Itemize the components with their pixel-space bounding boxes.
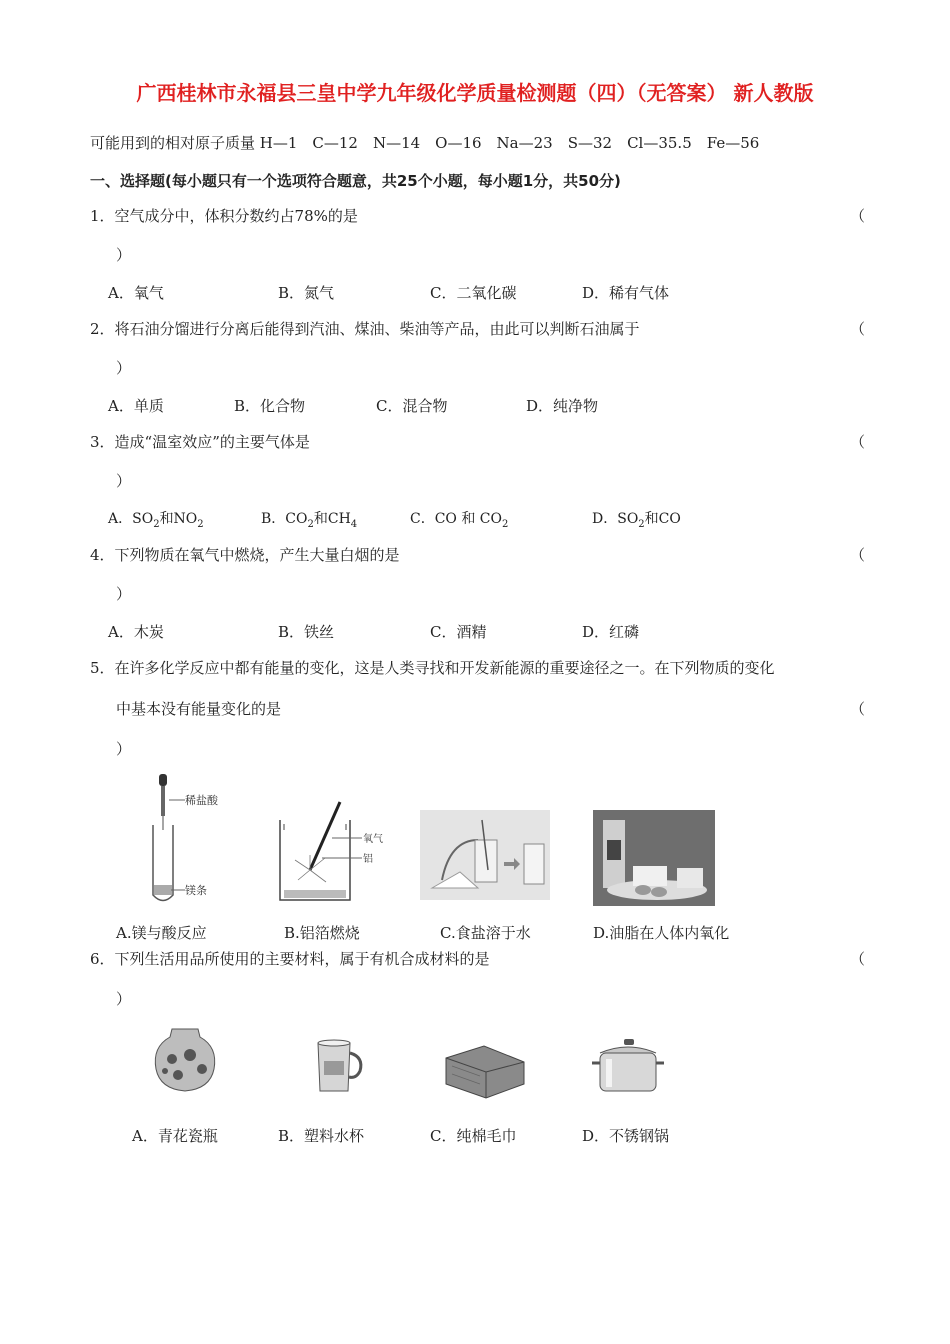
answer-paren-close: ） <box>116 472 132 490</box>
answer-paren-close: ） <box>116 740 132 758</box>
answer-paren-open: （ <box>850 433 866 451</box>
section-heading: 一、选择题(每小题只有一个选项符合题意，共25个小题，每小题1分，共50分) <box>90 172 621 190</box>
answer-paren-open: （ <box>850 950 866 968</box>
option-b-text-2: 和CH <box>313 511 351 527</box>
answer-paren-open: （ <box>850 700 866 718</box>
option-c: C．二氧化碳 <box>430 284 517 302</box>
answer-paren-open: （ <box>850 207 866 225</box>
option-d: D．红磷 <box>582 623 640 641</box>
option-d: D.油脂在人体内氧化 <box>593 924 730 942</box>
answer-paren-close: ） <box>116 585 132 603</box>
answer-paren-close: ） <box>116 990 132 1008</box>
label-hcl: 稀盐酸 <box>185 794 218 807</box>
subscript: 2 <box>197 518 204 530</box>
option-a: A．青花瓷瓶 <box>132 1127 218 1145</box>
subscript: 2 <box>502 518 509 530</box>
question-2-stem: 2．将石油分馏进行分离后能得到汽油、煤油、柴油等产品，由此可以判断石油属于 <box>90 320 640 338</box>
label-oxygen: 氧气 <box>363 834 383 845</box>
label-mg: 镁条 <box>185 884 207 897</box>
option-b <box>261 508 357 530</box>
option-d: D．纯净物 <box>526 397 599 415</box>
option-a <box>108 508 204 530</box>
option-a: A.镁与酸反应 <box>116 924 207 942</box>
option-b: B．化合物 <box>234 397 306 415</box>
answer-paren-open: （ <box>850 320 866 338</box>
atomic-mass-line: 可能用到的相对原子质量 H—1 C—12 N—14 O—16 Na—23 S—32 Cl—35.5 Fe—56 <box>90 134 760 152</box>
option-d: D．不锈钢锅 <box>582 1127 670 1145</box>
page-title: 广西桂林市永福县三皇中学九年级化学质量检测题（四）（无答案） 新人教版 <box>136 81 814 105</box>
subscript: 2 <box>307 518 314 530</box>
option-a-text-2: 和NO <box>159 511 198 527</box>
option-b: B．氮气 <box>278 284 335 302</box>
option-c: C.食盐溶于水 <box>440 924 531 942</box>
question-4-stem: 4．下列物质在氧气中燃烧，产生大量白烟的是 <box>90 546 400 564</box>
option-c: C．纯棉毛巾 <box>430 1127 517 1145</box>
figure-cotton-towel <box>440 1040 530 1102</box>
option-c: C．混合物 <box>376 397 448 415</box>
option-c <box>410 508 508 530</box>
option-b-text: B．CO <box>261 511 308 527</box>
option-c-text: C．CO 和 CO <box>410 511 502 527</box>
option-d-text: D．SO <box>592 511 639 527</box>
question-1-stem: 1．空气成分中，体积分数约占78%的是 <box>90 207 358 225</box>
option-a-text: A．SO <box>108 511 154 527</box>
option-a: A．氧气 <box>108 284 164 302</box>
subscript: 4 <box>350 518 358 530</box>
question-6-stem: 6．下列生活用品所使用的主要材料，属于有机合成材料的是 <box>90 950 490 968</box>
option-b: B.铝箔燃烧 <box>284 924 360 942</box>
option-d-text-2: 和CO <box>644 511 681 527</box>
answer-paren-close: ） <box>116 359 132 377</box>
question-3-stem: 3．造成“温室效应”的主要气体是 <box>90 433 310 451</box>
option-d <box>592 508 681 530</box>
option-b: B．塑料水杯 <box>278 1127 365 1145</box>
answer-paren-open: （ <box>850 546 866 564</box>
question-5-stem-cont: 中基本没有能量变化的是 <box>116 700 282 718</box>
question-5-stem: 5．在许多化学反应中都有能量的变化，这是人类寻找和开发新能源的重要途径之一。在下列物质的变化 <box>90 659 775 677</box>
option-d: D．稀有气体 <box>582 284 670 302</box>
figure-aluminium-burning <box>270 800 390 910</box>
option-c: C．酒精 <box>430 623 487 641</box>
figure-steel-pot <box>590 1035 666 1101</box>
figure-salt-dissolving <box>420 810 550 900</box>
subscript: 2 <box>638 518 645 530</box>
label-al: 铝 <box>363 854 373 865</box>
figure-magnesium-acid <box>135 770 235 910</box>
figure-plastic-cup <box>310 1035 366 1095</box>
subscript: 2 <box>153 518 160 530</box>
figure-porcelain-vase <box>150 1025 220 1095</box>
option-b: B．铁丝 <box>278 623 335 641</box>
figure-oil-food <box>593 810 715 906</box>
option-a: A．单质 <box>108 397 164 415</box>
option-a: A．木炭 <box>108 623 164 641</box>
answer-paren-close: ） <box>116 246 132 264</box>
